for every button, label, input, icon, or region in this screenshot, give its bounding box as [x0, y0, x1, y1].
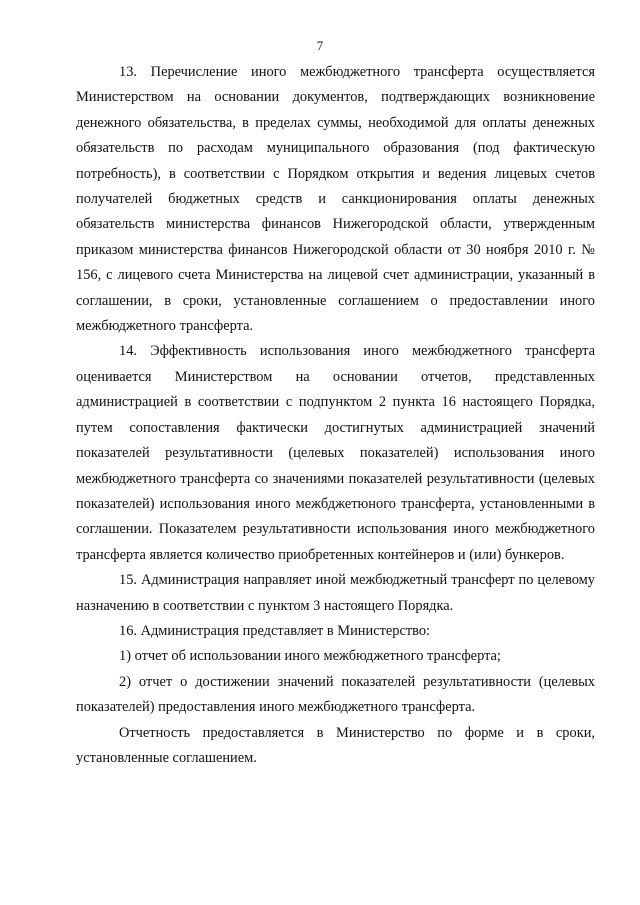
- paragraph-16: 16. Администрация представляет в Министерство:: [119, 622, 431, 639]
- paragraph-16-item-2: 2) отчет о достижении значений показателей результативности (целевых показателей) предоставления иного межбюджетного трансферта.: [76, 673, 595, 716]
- paragraph-13: 13. Перечисление иного межбюджетного трансферта осуществляется Министерством на основании документов, подтверждающих возникновение денежного обязательства, в пределах суммы, необходимой для оплаты денежных обязательств по расходам муниципального образования (под фактическую потребность), в соответствии с Порядком открытия и ведения лицевых счетов получателей бюджетных средств и санкционирования оплаты денежных обязательств министерства финансов Нижегородской области, утвержденным приказом министерства финансов Нижегородской области от 30 ноября 2010 г. № 156, с лицевого счета Министерства на лицевой счет администрации, указанный в соглашении, в сроки, установленные соглашением о предоставлении иного межбюджетного трансферта.: [76, 64, 595, 335]
- paragraph-15: 15. Администрация направляет иной межбюджетный трансферт по целевому назначению в соответствии с пунктом 3 настоящего Порядка.: [76, 572, 595, 614]
- paragraph-14: 14. Эффективность использования иного межбюджетного трансферта оценивается Министерством на основании отчетов, представленных администрацией в соответствии с подпунктом 2 пункта 16 настоящего Порядка, путем сопоставления фактически достигнутых администрацией значений показателей результативности (целевых показателей) использования иного межбюджетного трансферта со значениями показателей результативности (целевых показателей) использования иного межбджетюного трансферта, установленными в соглашении. Показателем результативности использования иного межбюджетного трансферта является количество приобретенных контейнеров и (или) бункеров.: [76, 343, 595, 563]
- page-number: 7: [316, 38, 324, 53]
- paragraph-16-item-1: 1) отчет об использовании иного межбюджетного трансферта;: [119, 648, 501, 665]
- document-body: [76, 60, 595, 771]
- paragraph-reporting: Отчетность предоставляется в Министерство по форме и в сроки, установленные соглашением.: [76, 724, 595, 766]
